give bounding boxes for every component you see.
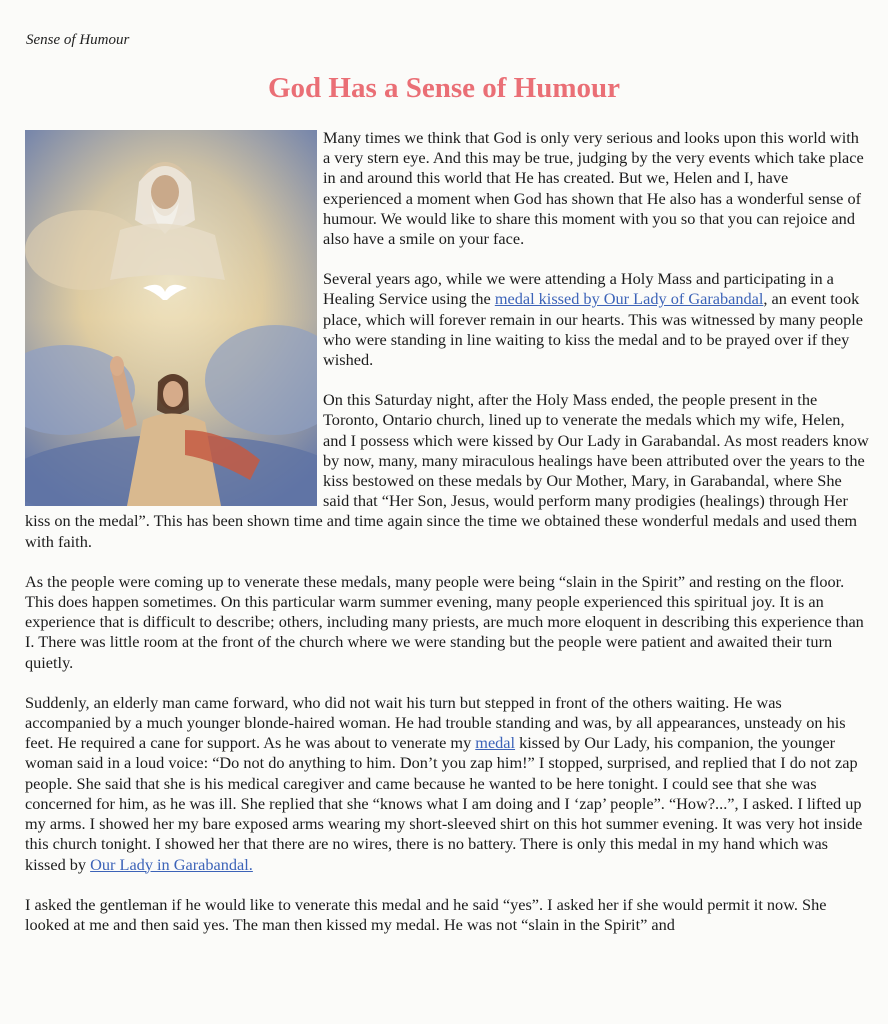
paragraph-5-text-b: kissed by Our Lady, his companion, the younger woman said in a loud voice: “Do not do anything to him. Don’t you zap him!” I stopped, surprised, and replied that I do not zap people. She said that she is his medical caregiver and came because he wanted to be here tonight. I could see that she was concerned for him, as he was ill. She replied that she “knows what I am doing and I ‘zap’ people”. “How?...”, I asked. I lifted up my arms. I showed her my bare exposed arms wearing my short-sleeved shirt on this hot summer evening. It was very hot inside this church tonight. I showed her that there are no wires, there is no battery. There is only this medal in my hand which was kissed by xyxy=(25,733,863,874)
paragraph-2-text-b: , an event took place, which will forever remain in our hearts. This was witnessed by many people who were standing in line waiting to kiss the medal and to be prayed over if they wished. xyxy=(323,289,863,370)
paragraph-3: On this Saturday night, after the Holy Mass ended, the people present in the Toronto, Ontario church, lined up to venerate the medals which my wife, Helen, and I possess which were kissed by Our Lady in Garabandal. As most readers know by now, many, many miraculous healings have been attributed over the years to the kiss bestowed on these medals by Our Mother, Mary, in Garabandal, where She said that “Her Son, Jesus, would perform many prodigies (healings) through Her kiss on the medal”. This has been shown time and time again since the time we obtained these wonderful medals and used them with faith. xyxy=(25,390,869,551)
paragraph-4: As the people were coming up to venerate these medals, many people were being “slain in the Spirit” and resting on the floor. This does happen sometimes. On this particular warm summer evening, many people experienced this spiritual joy. It is an experience that is difficult to describe; others, including many priests, are much more eloquent in describing this experience than I. There was little room at the front of the church where we were standing but the people were patient and awaited their turn quietly. xyxy=(25,571,864,672)
article-title: God Has a Sense of Humour xyxy=(267,72,621,104)
our-lady-link[interactable]: Our Lady in Garabandal. xyxy=(90,854,253,874)
medal-link[interactable]: medal kissed by Our Lady of Garabandal xyxy=(494,289,764,309)
article-body xyxy=(25,128,870,955)
medal-link-inline[interactable]: medal xyxy=(475,733,516,753)
paragraph-1: Many times we think that God is only very serious and looks upon this world with a very stern eye. And this may be true, judging by the very events which take place in and around this world that He has created. But we, Helen and I, have experienced a moment when God has shown that He also has a wonderful sense of humour. We would like to share this moment with you so that you can rejoice and also have a smile on your face. xyxy=(323,128,864,249)
running-head: Sense of Humour xyxy=(26,32,130,48)
paragraph-5 xyxy=(25,693,870,875)
paragraph-6: I asked the gentleman if he would like to venerate this medal and he said “yes”. I asked her if she would permit it now. She looked at me and then said yes. The man then kissed my medal. He was not “slain in the Spirit” and xyxy=(25,894,827,934)
paragraph-2-text-a: Several years ago, while we were attending a Holy Mass and participating in a Healing Service using the xyxy=(323,269,834,309)
paragraph-5-text-a: Suddenly, an elderly man came forward, who did not wait his turn but stepped in front of the others waiting. He was accompanied by a much younger blonde-haired woman. He had trouble standing and was, by all appearances, unsteady on his feet. He required a cane for support. As he was about to venerate my xyxy=(25,692,846,753)
religious-painting xyxy=(25,130,317,506)
